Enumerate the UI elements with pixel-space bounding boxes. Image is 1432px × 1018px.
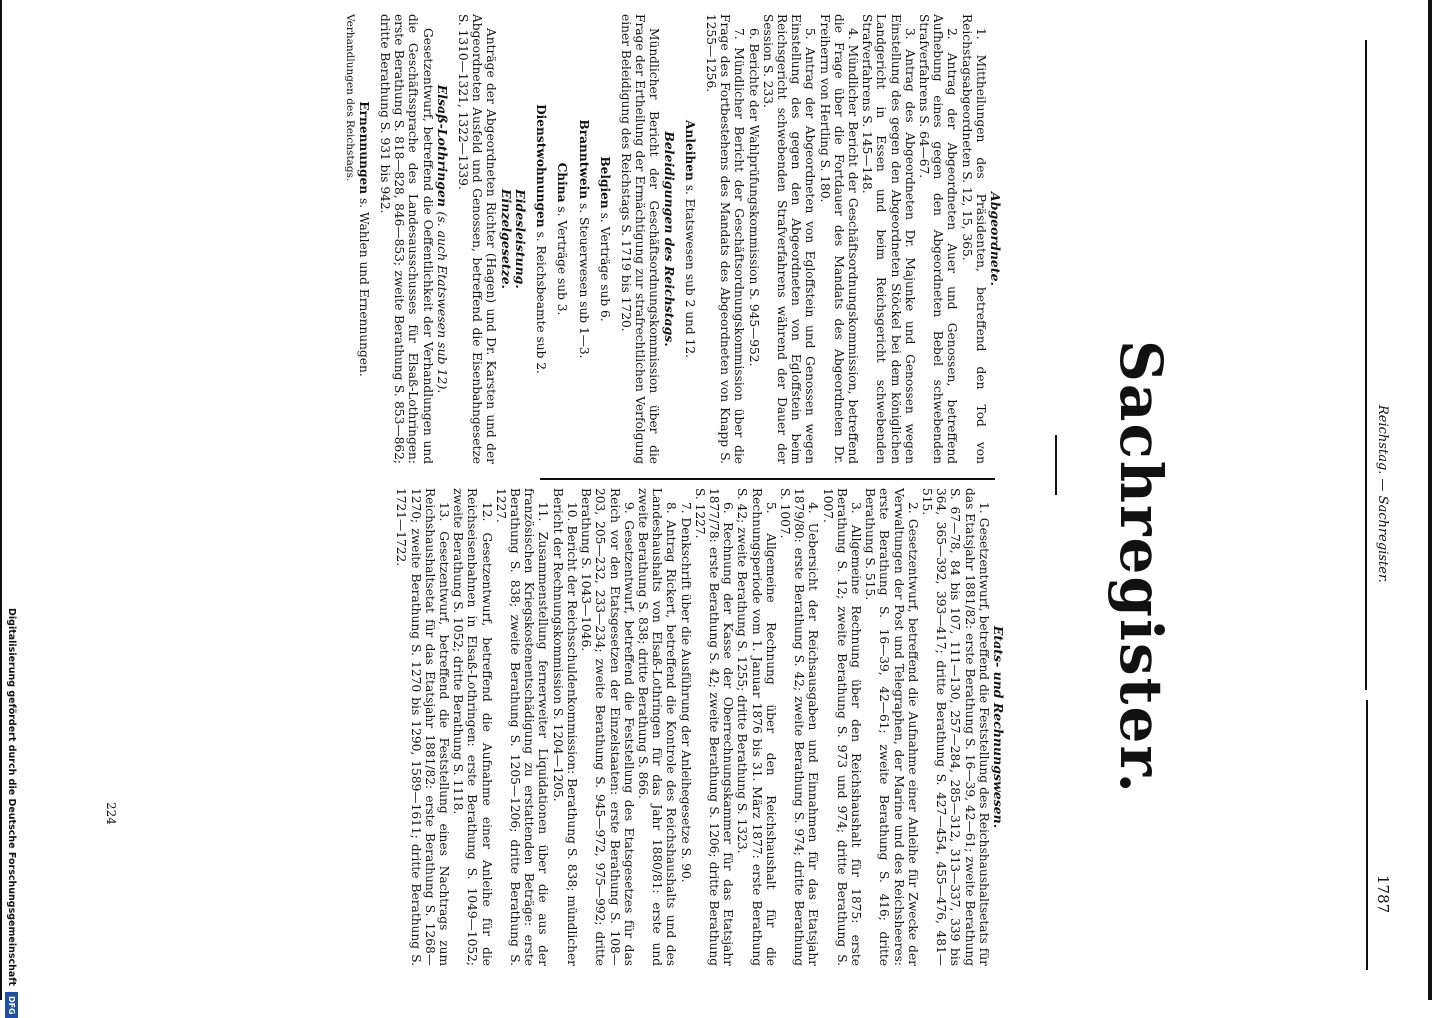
page-number: 1787 [1374, 875, 1392, 914]
index-entry: 5. Allgemeine Rechnung über den Reichshaushalt für die Rechnungsperiode vom 1. Januar 1876 bis 31. März 1877: erste Berathung S. 42; zweite Berathung S. 1255; dritte Berathung S. 1323. [735, 488, 778, 966]
see-also: s. Wahlen und Ernennungen. [356, 198, 371, 377]
entry-heading: Branntwein [576, 119, 591, 200]
index-entry: Anträge der Abgeordneten Richter (Hagen) und Dr. Karsten und der Abgeordneten Ausfeld und Genossen, betreffend die Eisenbahngesetze S. 1310—1321, 1322—1339. [456, 14, 499, 464]
left-border [0, 0, 2, 1000]
dfg-logo: DFG [5, 992, 18, 1018]
index-entry: 7. Mündlicher Bericht der Geschäftsordnungskommission über die Frage des Fortbestehens des Mandats des Abgeordneten von Knapp S. 1255—1256. [703, 14, 747, 464]
title-rule-upper [1055, 435, 1057, 495]
section-heading-etatswesen: Etats- und Rechnungswesen. [991, 625, 1006, 829]
section-heading-einzelgesetze: Einzelgesetze. [498, 188, 514, 290]
entry-heading: Anleihen [682, 120, 697, 181]
index-entry: 12. Gesetzentwurf, betreffend die Aufnahme einer Anleihe für die Reichseisenbahnen in Elsaß-Lothringen: erste Berathung S. 1049—1052; zweite Berathung S. 1052; dritte Berathung S. 1118. [451, 488, 494, 966]
index-entry: 1. Mittheilungen des Präsidenten, betreffend den Tod von Reichstagsabgeordneten S. 12, 15, 365. [959, 14, 988, 464]
cross-reference [576, 14, 590, 464]
index-entry: 6. Berichte der Wahlprüfungskommission S. 945—952. [746, 28, 761, 367]
digitization-text: Digitalisierung gefördert durch die Deutsche Forschungsgemeinschaft [6, 608, 17, 986]
sheet-number: 224 [104, 802, 118, 825]
cross-reference [683, 14, 697, 464]
section-heading-beleidigungen: Beleidigungen des Reichstags. [661, 131, 677, 347]
index-entry: 7. Denkschrift über die Ausführung der Anleihegesetze S. 90. [678, 502, 693, 883]
column-divider [540, 478, 995, 480]
right-border [1428, 0, 1432, 1000]
edge-line-top [1365, 40, 1367, 690]
see-also: s. Reichsbeamte sub 2. [534, 231, 549, 374]
see-also: s. Verträge sub 3. [555, 206, 570, 316]
index-entry: 4. Uebersicht der Reichsausgaben und Einnahmen für das Etatsjahr 1879/80: erste Berathung S. 42; zweite Berathung S. 974; dritte Berathung S. 1007. [777, 488, 821, 966]
index-entry: 13. Gesetzentwurf, betreffend die Feststellung eines Nachtrags zum Reichshaushaltsetat für das Etatsjahr 1881/82: erste Berathung S. 1268—1270; zweite Berathung S. 1270 bis 1290, 1589—1611; dritte Berathung S. 1721—1722. [394, 488, 452, 966]
cross-reference [598, 14, 612, 464]
section-heading-abgeordnete: Abgeordnete. [988, 192, 1003, 286]
digitization-note [5, 608, 18, 1018]
see-also: s. Etatswesen sub 2 und 12. [682, 184, 697, 358]
edge-line-bottom [1366, 700, 1368, 970]
cross-reference [534, 14, 548, 464]
page-title: Sachregister. [1107, 340, 1175, 795]
entry-heading: Dienstwohnungen [534, 104, 549, 228]
entry-heading: Ernennungen [356, 101, 371, 195]
index-entry: Mündlicher Bericht der Geschäftsordnungskommission über die Frage der Ertheilung der Ermächtigung zur strafrechtlichen Verfolgung einer Beleidigung des Reichstags S. 1719 bis 1720. [618, 14, 662, 464]
section-heading-elsass-lothringen [435, 14, 449, 464]
index-entry: 6. Rechnung der Kasse der Oberrechnungskammer für das Etatsjahr 1877/78: erste Berathung S. 42; zweite Berathung S. 1206; dritte Berathung S. 1227. [692, 488, 736, 966]
left-column [342, 14, 1002, 464]
index-entry: Gesetzentwurf, betreffend die Oeffentlichkeit der Verhandlungen und die Geschäftssprache des Landesausschusses für Elsaß-Lothringen: erste Berathung S. 818—828, 846—853; zweite Berathung S. 853—862; dritte Berathung S. 931 bis 942. [378, 14, 435, 464]
entry-heading: China [555, 162, 570, 203]
entry-heading: Elsaß-Lothringen [434, 84, 450, 207]
index-entry: 2. Gesetzentwurf, betreffend die Aufnahme einer Anleihe für Zwecke der Verwaltungen der Post und Telegraphen, der Marine und des Reichsheeres: erste Berathung S. 16—39, 42—61; zweite Berathung S. 416; dritte Berathung S. 515. [863, 488, 920, 966]
see-also: (s. auch Etatswesen sub 12). [434, 211, 450, 394]
running-header: Reichstag. — Sachregister. [1375, 405, 1390, 583]
entry-heading: Belgien [597, 156, 612, 209]
see-also: s. Verträge sub 6. [597, 212, 612, 322]
right-column [394, 488, 1005, 966]
cross-reference [555, 14, 569, 464]
section-heading-eidesleistung: Eidesleistung. [512, 189, 528, 289]
page-footnote: Verhandlungen des Reichstags. [343, 14, 356, 182]
index-entry: 5. Antrag der Abgeordneten von Egloffstein und Genossen wegen Einstellung des gegen den Abgeordneten von Egloffstein beim Reichsgericht schwebenden Strafverfahrens während der Dauer der Session S. 233. [760, 14, 818, 464]
index-entry: 3. Allgemeine Rechnung über den Reichshaushalt für 1875: erste Berathung S. 12; zweite Berathung S. 973 und 974; dritte Berathung S. 1007. [820, 488, 863, 966]
index-entry: 10. Bericht der Reichsschuldenkommission: Berathung S. 838; mündlicher Bericht der Rechnungskommission S. 1204—1205. [550, 488, 579, 966]
index-entry: 2. Antrag der Abgeordneten Auer und Genossen, betreffend Aufhebung eines gegen den Abgeordneten Bebel schwebenden Strafverfahrens S. 64—67. [916, 14, 960, 464]
index-entry: 3. Antrag des Abgeordneten Dr. Majunke und Genossen wegen Einstellung des gegen den Abgeordneten Stöckel bei dem königlichen Landgericht in Essen und beim Reichsgericht schwebenden Strafverfahrens S. 145—148. [860, 14, 917, 464]
index-entry: 8. Antrag Rickert, betreffend die Kontrole des Reichshaushalts und des Landeshaushalts von Elsaß-Lothringen für das Jahr 1880/81: erste und zweite Berathung S. 838; dritte Berathung S. 866. [635, 488, 679, 966]
index-entry: 1. Gesetzentwurf, betreffend die Feststellung des Reichshaushaltsetats für das Etatsjahr 1881/82: erste Berathung S. 16—39, 42—61; zweite Berathung S. 67—78, 84 bis 107, 111—130, 257—284, 285—312, 313—337, 339 bis 364, 365—392, 393—417; dritte Berathung S. 427—454, 455—476, 481—515. [919, 488, 991, 966]
see-also: s. Steuerwesen sub 1—3. [576, 203, 591, 359]
index-entry: 11. Zusammenstellung fernerweiter Liquidationen über die aus der französischen Kriegskostenentschädigung zu erstattenden Beträge: erste Berathung S. 838; zweite Berathung S. 1205—1206; dritte Berathung S. 1227. [493, 488, 551, 966]
cross-reference [357, 14, 371, 464]
index-entry: 9. Gesetzentwurf, betreffend die Feststellung des Etatsgesetzes für das Reich vor den Etatsgesetzen der Einzelstaaten: erste Berathung S. 108—203, 205—232, 233—234; zweite Berathung S. 945—972, 975—992; dritte Berathung S. 1043—1046. [579, 488, 636, 966]
index-entry: 4. Mündlicher Bericht der Geschäftsordnungskommission, betreffend die Frage über die Fortdauer des Mandats des Abgeordneten Dr. Freiherrn von Hertling S. 180. [817, 14, 860, 464]
